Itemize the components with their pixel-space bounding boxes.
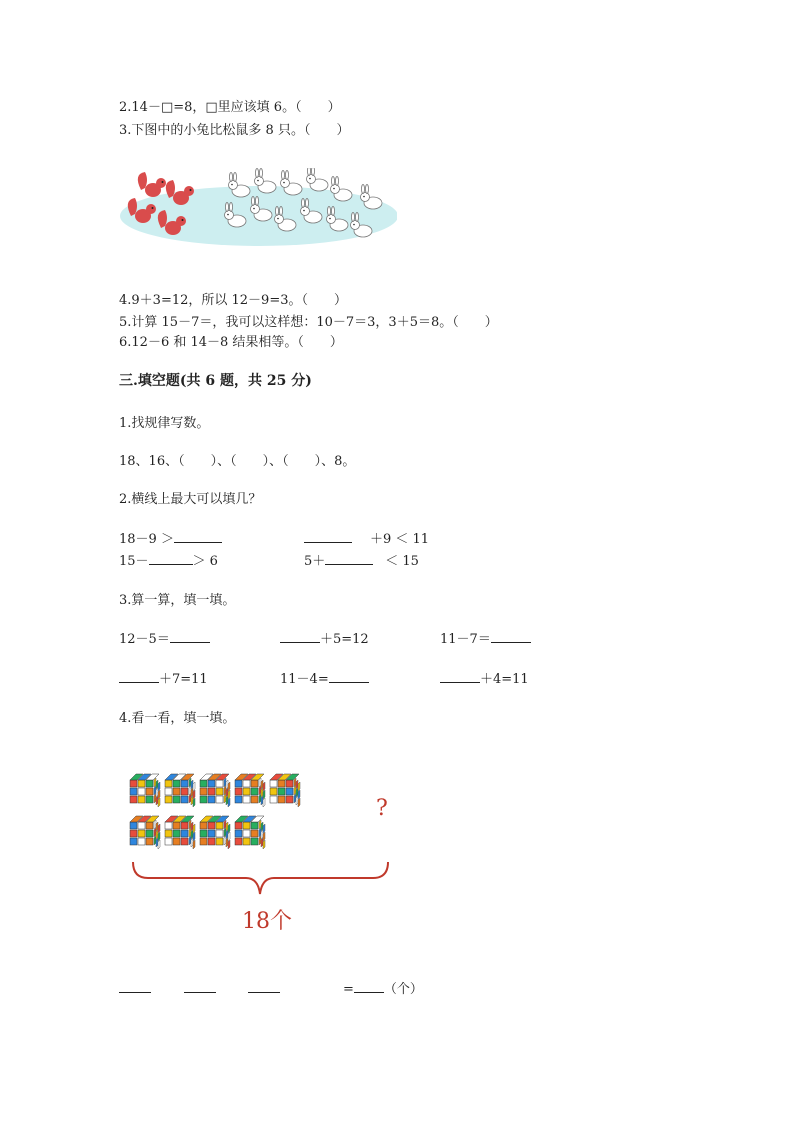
rubik-cube-icon — [270, 774, 300, 807]
answer-blank[interactable] — [304, 530, 352, 543]
total-label: 18个 — [242, 909, 292, 934]
rabbit-icon — [307, 168, 329, 191]
answer-blank[interactable] — [174, 530, 222, 543]
answer-blank[interactable] — [491, 630, 531, 643]
fill-q3-b-text: ＋5=12 — [320, 632, 369, 647]
fill-q2-d-post: ＜ 15 — [385, 554, 419, 569]
fill-q3-b — [280, 628, 369, 647]
fill-q3-d — [119, 668, 208, 687]
fill-q3-c — [440, 628, 531, 647]
rubik-cube-icon — [235, 774, 265, 807]
rubik-cube-icon — [200, 774, 230, 807]
judge-q2: 2.14－□=8，□里应该填 6。（ ） — [119, 100, 341, 115]
answer-blank[interactable] — [170, 630, 210, 643]
squirrel-icon — [138, 172, 166, 197]
answer-blank[interactable] — [325, 552, 373, 565]
fill-q3-a-text: 12－5＝ — [119, 632, 170, 647]
judge-q6: 6.12－6 和 14－8 结果相等。（ ） — [119, 335, 343, 350]
fill-q2-b-text: ＋9 ＜ 11 — [370, 532, 430, 547]
fill-q3-e — [280, 668, 369, 687]
rubik-cube-icon — [130, 816, 160, 849]
fill-q3-f — [440, 668, 529, 687]
fill-q1-prompt: 1.找规律写数。 — [119, 416, 210, 431]
fill-q2-b — [304, 528, 429, 547]
fill-q2-c-pre: 15－ — [119, 554, 149, 569]
fill-q2-c — [119, 550, 218, 569]
rubik-cube-icon — [165, 774, 195, 807]
section-title: 三.填空题(共 6 题，共 25 分) — [119, 373, 312, 389]
fill-q2-a — [119, 528, 222, 547]
rubik-cube-icon — [235, 816, 265, 849]
fill-q1-sequence: 18、16、（ ）、（ ）、（ ）、8。 — [119, 454, 356, 469]
rubik-cube-icon — [130, 774, 160, 807]
judge-q5: 5.计算 15－7＝，我可以这样想：10－7＝3，3＋5＝8。（ ） — [119, 315, 498, 330]
fill-q3-a — [119, 628, 210, 647]
equation-blank-1[interactable] — [119, 980, 151, 993]
rubik-cube-icon — [165, 816, 195, 849]
question-mark: ? — [376, 796, 388, 821]
fill-q2-c-post: ＞ 6 — [192, 554, 218, 569]
fill-q3-e-text: 11－4= — [280, 672, 329, 687]
equals-sign: = — [343, 982, 354, 997]
equation-blank-2[interactable] — [184, 980, 216, 993]
brace-icon — [133, 862, 388, 894]
answer-blank[interactable] — [329, 670, 369, 683]
answer-blank[interactable] — [440, 670, 480, 683]
cube-group — [130, 774, 300, 849]
fill-q3-prompt: 3.算一算，填一填。 — [119, 593, 236, 608]
answer-blank[interactable] — [280, 630, 320, 643]
fill-q2-prompt: 2.横线上最大可以填几？ — [119, 492, 262, 507]
fill-q2-d — [304, 550, 419, 569]
answer-blank[interactable] — [119, 670, 159, 683]
fill-q3-d-text: ＋7=11 — [159, 672, 208, 687]
fill-q2-d-pre: 5＋ — [304, 554, 326, 569]
rubik-cube-icon — [200, 816, 230, 849]
equation-blank-3[interactable] — [248, 980, 280, 993]
answer-blank[interactable] — [354, 980, 384, 993]
fill-q4-prompt: 4.看一看，填一填。 — [119, 711, 236, 726]
judge-q3: 3.下图中的小兔比松鼠多 8 只。（ ） — [119, 123, 350, 138]
fill-q3-c-text: 11－7＝ — [440, 632, 491, 647]
rabbit-squirrel-illustration — [119, 168, 397, 248]
answer-blank[interactable] — [149, 552, 193, 565]
fill-q2-a-text: 18－9 ＞ — [119, 532, 174, 547]
equation-result — [343, 978, 423, 997]
unit-label: （个） — [383, 982, 423, 997]
fill-q3-f-text: ＋4=11 — [480, 672, 529, 687]
rubik-cubes-illustration — [128, 770, 398, 920]
judge-q4: 4.9＋3=12，所以 12－9=3。（ ） — [119, 293, 347, 308]
